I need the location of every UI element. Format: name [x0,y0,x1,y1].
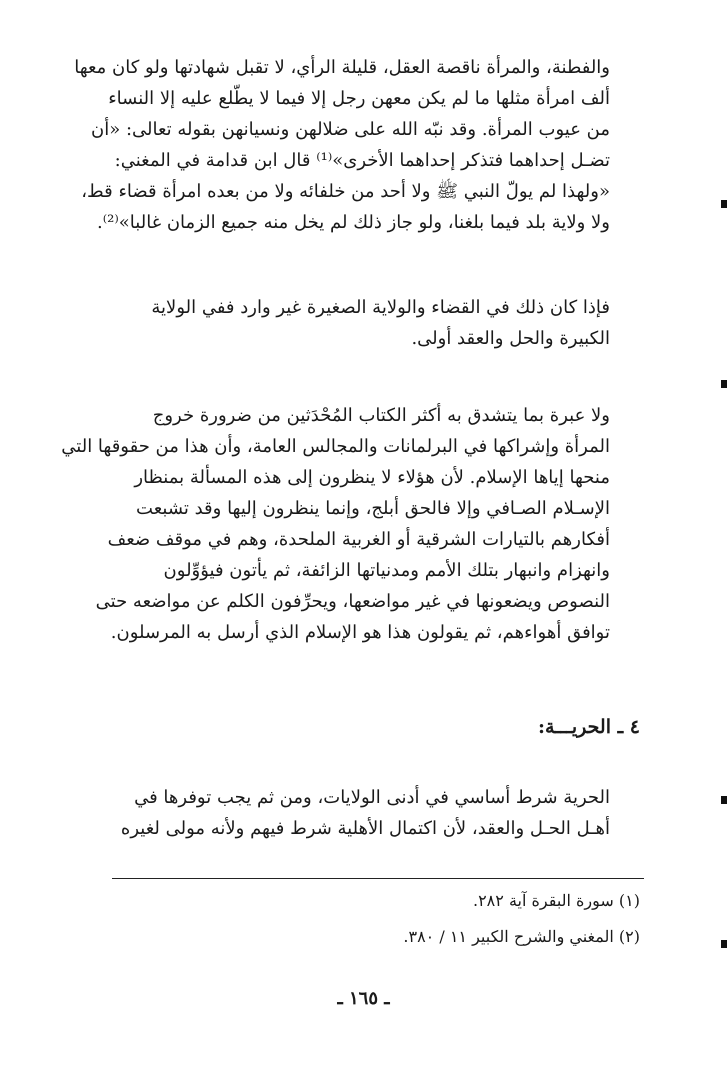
text-line: وانهزام وانبهار بتلك الأمم ومدنياتها الزائفة، ثم يأتون فيؤوِّلون [163,560,610,581]
text-line: ولا عبرة بما يتشدق به أكثر الكتاب المُحْدَثين من ضرورة خروج [152,405,610,426]
text-line: الحرية شرط أساسي في أدنى الولايات، ومن ثم يجب توفرها في [134,787,610,808]
text-line: النصوص ويضعونها في غير مواضعها، ويحرِّفون الكلم عن مواضعه حتى [95,591,610,612]
paragraph-4 [100,782,610,844]
text-line: منحها إياها الإسلام. لأن هؤلاء لا ينظرون إلى هذه المسألة بمنظار [134,467,610,488]
section-heading: ٤ ـ الحريـــة: [537,716,640,738]
text-line: المرأة وإشراكها في البرلمانات والمجالس العامة، وأن هذا من حقوقها التي [61,436,610,457]
text-line: «ولهذا لم يولّ النبي ﷺ ولا أحد من خلفائه ولا من بعده امرأة قضاء قط، [81,181,610,202]
text-line: الإسـلام الصـافي وإلا فالحق أبلج، وإنما ينظرون إليها وقد تشبعت [136,498,610,519]
footnote-2: (٢) المغني والشرح الكبير ١١ / ٣٨٠. [403,927,640,946]
paragraph-1 [74,52,610,238]
edge-mark [721,380,727,388]
text-line: ولا ولاية بلد فيما بلغنا، ولو جاز ذلك لم يخل منه جميع الزمان غالبا»⁽²⁾. [97,212,610,233]
page-number: ـ ١٦٥ ـ [337,988,390,1009]
text-line: تضـل إحداهما فتذكر إحداهما الأخرى»⁽¹⁾ قال ابن قدامة في المغني: [114,150,610,171]
text-line: أفكارهم بالتيارات الشرقية أو الغربية الملحدة، وهم في موقف ضعف [107,529,610,550]
edge-mark [721,796,727,804]
text-line: أهـل الحـل والعقد، لأن اكتمال الأهلية شرط فيهم ولأنه مولى لغيره [120,818,610,839]
text-line: من عيوب المرأة. وقد نبّه الله على ضلالهن ونسيانهن بقوله تعالى: «أن [90,119,610,140]
text-line: الكبيرة والحل والعقد أولى. [411,328,610,349]
text-line: توافق أهواءهم، ثم يقولون هذا هو الإسلام الذي أرسل به المرسلون. [110,622,610,643]
text-line: ألف امرأة مثلها ما لم يكن معهن رجل إلا فيما لا يطّلع عليه إلا النساء [108,88,610,109]
paragraph-2 [100,292,610,354]
text-line: والفطنة، والمرأة ناقصة العقل، قليلة الرأي، لا تقبل شهادتها ولو كان معها [74,57,610,78]
footnote-divider [112,878,644,879]
edge-mark [721,200,727,208]
paragraph-3 [61,400,610,648]
edge-mark [721,940,727,948]
text-line: فإذا كان ذلك في القضاء والولاية الصغيرة غير وارد ففي الولاية [151,297,610,318]
footnote-1: (١) سورة البقرة آية ٢٨٢. [472,891,640,910]
